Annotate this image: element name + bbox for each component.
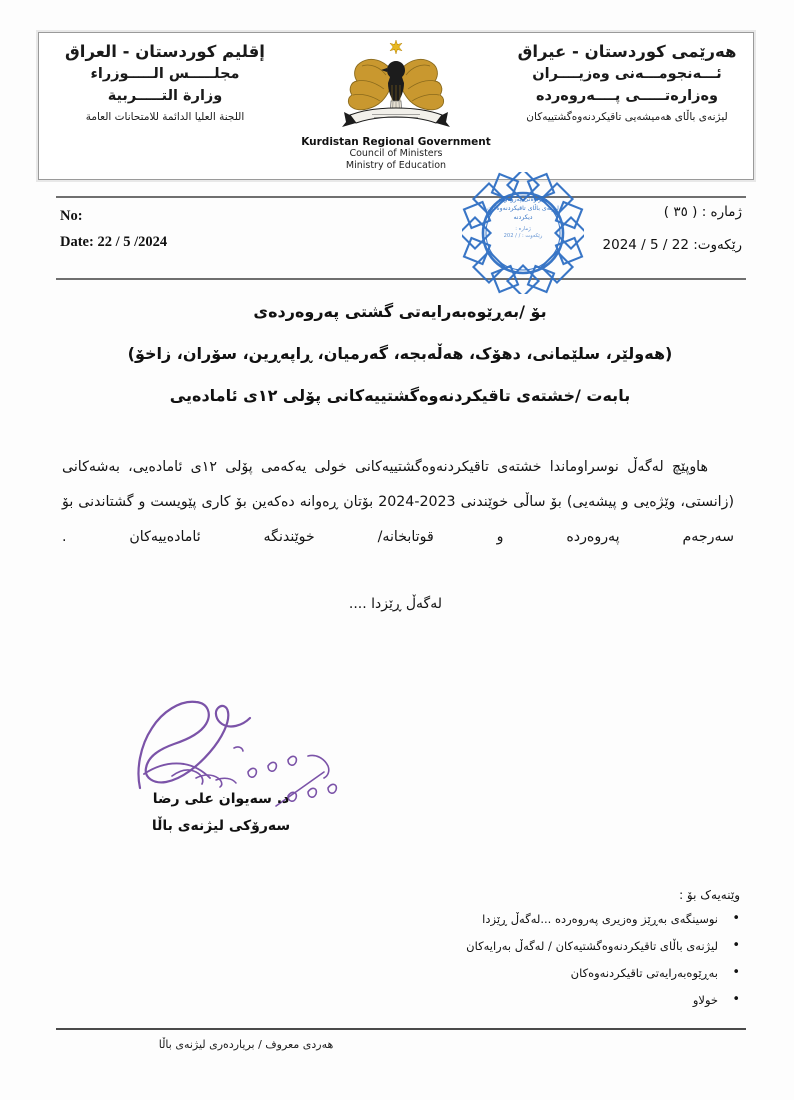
- stamp-field-date: رێكەوت : / / 202: [503, 233, 543, 240]
- date-label: Date:: [60, 234, 94, 250]
- page-footer: [56, 1028, 746, 1051]
- emblem-en-line-1: Kurdistan Regional Government: [301, 136, 491, 148]
- cc-list: [400, 912, 740, 1008]
- cc-heading: وێنەیەک بۆ :: [679, 888, 740, 902]
- paragraph-text: هاوپێچ لەگەڵ نوسراوماندا خشتەی تاقیکردنەوەگشتییەکانی خولی یەکەمی پۆلی ١٢ی ئامادەیی، بەشەکانی (زانستی، وێژەیی و پیشەیی) بۆ ساڵی خوێندنی 2023-2024 بۆتان ڕەوانە دەکەین بۆ کاری پێویست و گشتاندنی بۆ سەرجەم پەروەردە و قوتابخانە/ خوێندنگە ئامادەییەکان .: [62, 459, 734, 545]
- stamp-line-3: دیکردنە: [513, 213, 533, 221]
- signatory-names: [86, 786, 356, 839]
- letter-title-block: [60, 300, 740, 426]
- kurdish-heading-line-4: لیژنەی باڵای هەمیشەیی تاقیکردنەوەگشتییەکان: [526, 111, 728, 124]
- meta-divider-top: [56, 196, 746, 198]
- subject-line: بابەت /خشتەی تاقیکردنەوەگشتییەکانی پۆلی ١٢ی ئامادەیی: [169, 386, 631, 405]
- arabic-heading-line-2: مجلـــــس الـــــوزراء: [90, 66, 240, 83]
- cc-list-item: • نوسینگەی بەڕێز وەزیری پەروەردە ...لەگەڵ ڕێزدا: [400, 912, 740, 927]
- date-value: 22 / 5 /2024: [97, 234, 168, 250]
- kurdish-heading-line-1: هەرێمی کوردستان - عیراق: [517, 42, 737, 61]
- krg-eagle-emblem-icon: [336, 39, 456, 135]
- signatory-title: سەرۆکی لیژنەی باڵا: [151, 817, 291, 834]
- letterhead-kurdish-column: [501, 33, 753, 179]
- footer-divider: [56, 1028, 746, 1030]
- arabic-heading-line-4: اللجنة العليا الدائمة للامتحانات العامة: [85, 111, 245, 124]
- meta-right-group: [603, 204, 742, 270]
- signature-block: [86, 690, 386, 845]
- date-ku-field: رێكەوت: 22 / 5 / 2024: [602, 237, 742, 253]
- letter-body-paragraph: [62, 450, 734, 554]
- arabic-heading-line-1: إقليم كوردستان - العراق: [65, 42, 265, 61]
- no-field: [60, 208, 167, 225]
- cc-distribution-block: [400, 888, 740, 1020]
- closing-salutation: لەگەڵ ڕێزدا ....: [348, 596, 442, 612]
- stamp-line-1: وەزارەتی پەروەردە: [498, 196, 548, 203]
- directorates-line: (هەولێر، سلێمانی، دهۆک، هەڵەبجە، گەرمیان، ڕاپەڕین، سۆران، زاخۆ): [127, 344, 673, 363]
- no-label: No:: [60, 208, 83, 224]
- cc-list-item: • بەڕێوەبەرایەتی تاقیکردنەوەکان: [400, 966, 740, 981]
- emblem-en-line-2: Council of Ministers: [349, 148, 443, 160]
- emblem-english-text: [301, 136, 491, 171]
- date-field: [60, 234, 167, 251]
- cc-list-item: • خولاو: [400, 993, 740, 1008]
- kurdish-heading-line-2: ئـــەنجومـــەنی وەزیــــران: [532, 66, 722, 83]
- arabic-heading-line-3: وزارة التـــــربية: [107, 87, 223, 104]
- meta-left-group: [60, 208, 167, 260]
- cc-list-item: • لیژنەی باڵای تاقیکردنەوەگشتیەکان / لەگەڵ بەرایەکان: [400, 939, 740, 954]
- emblem-en-line-3: Ministry of Education: [345, 159, 447, 171]
- kurdish-heading-line-3: وەزارەتـــــی پــــەروەردە: [535, 87, 719, 104]
- number-ku-field: ژماره : ( ٣٥ ): [663, 204, 742, 220]
- letterhead-box: [38, 32, 754, 180]
- addressee-line: بۆ /بەڕێوەبەرایەتی گشتی پەروەردەی: [253, 302, 547, 321]
- signatory-name: د. سەیوان علی رضا: [152, 791, 290, 807]
- letterhead-emblem-column: [291, 33, 501, 179]
- meta-divider-bottom: [56, 278, 746, 280]
- footer-text: هەردی معروف / بریاردەری لیژنەی باڵا: [158, 1037, 334, 1051]
- reference-meta-row: [38, 196, 754, 278]
- stamp-line-2: لیژنەی باڵای تاقیکردنەوەکان: [487, 204, 559, 212]
- stamp-field-number: ژماره :: [515, 225, 531, 232]
- letterhead-arabic-column: [39, 33, 291, 179]
